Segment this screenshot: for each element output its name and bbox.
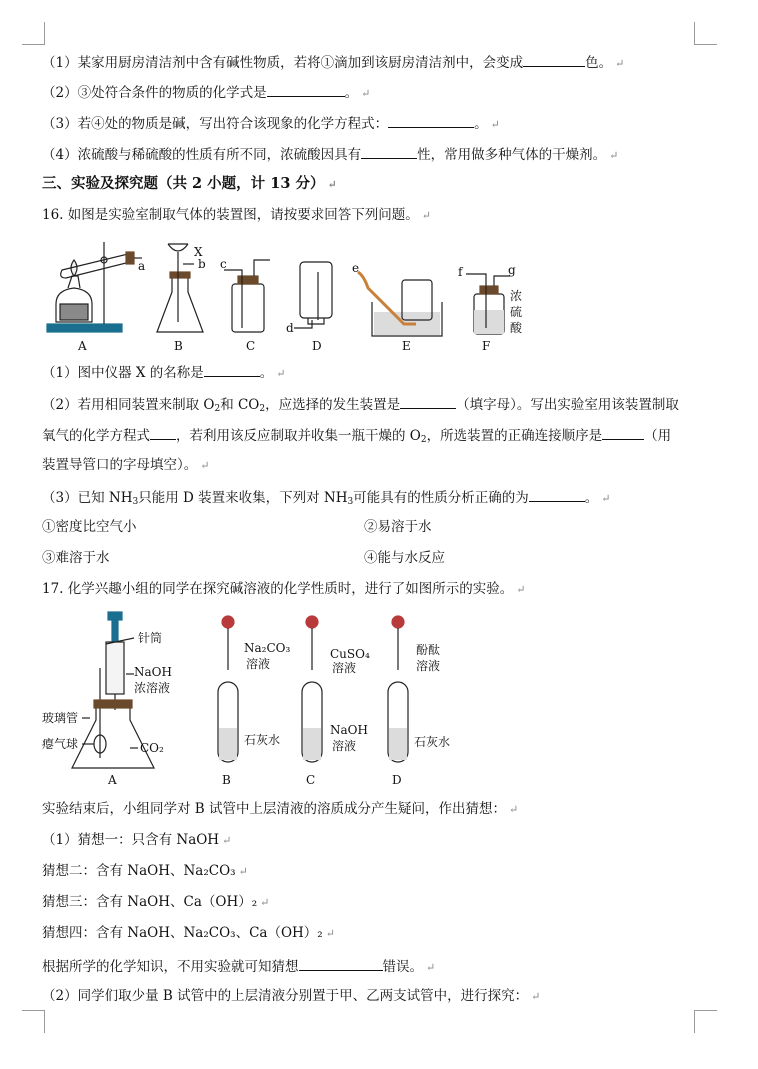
balloon-label: 瘪气球 [42, 737, 79, 751]
page-corner-mark [694, 22, 717, 45]
q15-item3: （3）若④处的物质是碱，写出符合该现象的化学方程式： 。 ↵ [42, 113, 718, 134]
answer-blank[interactable] [602, 425, 644, 440]
q17-experiment-figure [42, 608, 472, 788]
page-corner-mark [694, 1010, 717, 1033]
q16-item2-line3: 装置导管口的字母填空）。 ↵ [42, 457, 210, 473]
answer-blank[interactable] [388, 113, 474, 128]
apparatus-label-a: A [78, 339, 87, 353]
answer-blank[interactable] [361, 144, 417, 159]
port-label: c [220, 257, 227, 271]
syringe-label: 针筒 [138, 631, 163, 645]
answer-blank[interactable] [150, 425, 176, 440]
option: ②易溶于水 [364, 519, 432, 535]
page-corner-mark [22, 22, 45, 45]
apparatus-label-c: C [246, 339, 256, 353]
q17-conclude: 根据所学的化学知识，不用实验就可知猜想 错误。 ↵ [42, 956, 718, 977]
q15-item2: （2）③处符合条件的物质的化学式是 。 ↵ [42, 82, 718, 103]
co2-label: CO₂ [140, 741, 164, 755]
answer-blank[interactable] [523, 52, 585, 67]
q15-item1: （1）某家用厨房清洁剂中含有碱性物质，若将①滴加到该厨房清洁剂中，会变成 色。 ↵ [42, 52, 718, 73]
cuso4-label: CuSO₄ [330, 647, 370, 661]
q17-guess2: 猜想二：含有 NaOH、Na₂CO₃ ↵ [42, 863, 248, 879]
q17-after: 实验结束后，小组同学对 B 试管中上层清液的溶质成分产生疑问，作出猜想： ↵ [42, 801, 519, 817]
q16-options-row2 [42, 549, 718, 567]
solution-label: 溶液 [246, 657, 271, 671]
port-label: g [508, 263, 516, 277]
q16-item3: （3）已知 $NH_3$只能用 D 装置来收集，下列对 $NH_3$可能具有的性质分析正确的为 。 ↵ [42, 487, 718, 511]
page-corner-mark [22, 1010, 45, 1033]
solution-label: 溶液 [332, 661, 357, 675]
apparatus-label-d: D [312, 339, 322, 353]
phenol-solution-label: 溶液 [416, 659, 441, 673]
limewater-label: 石灰水 [414, 735, 451, 749]
experiment-label-c: C [306, 773, 316, 787]
answer-blank[interactable] [204, 362, 260, 377]
apparatus-label-f: F [482, 339, 491, 353]
q17-guess4: 猜想四：含有 NaOH、Na₂CO₃、Ca（OH）₂ ↵ [42, 925, 335, 941]
q17-item2: （2）同学们取少量 B 试管中的上层清液分别置于甲、乙两支试管中，进行探究： ↵ [42, 988, 541, 1004]
option: ④能与水反应 [364, 550, 445, 566]
acid-label: 浓 [510, 289, 523, 303]
port-label: e [352, 261, 360, 275]
glass-tube-label: 玻璃管 [42, 711, 79, 725]
naoh-solution-label: 溶液 [332, 739, 357, 753]
naoh-solution-label: NaOH [330, 723, 368, 737]
acid-label: 酸 [510, 321, 523, 335]
port-label: b [198, 257, 206, 271]
q16-item1: （1）图中仪器 X 的名称是 。 ↵ [42, 362, 718, 383]
port-label: f [458, 265, 463, 279]
q16-apparatus-figure [42, 232, 542, 356]
answer-blank[interactable] [400, 394, 456, 409]
section-heading: 三、实验及探究题（共 2 小题，计 13 分） ↵ [42, 175, 337, 192]
q15-item4: （4）浓硫酸与稀硫酸的性质有所不同，浓硫酸因具有 性，常用做多种气体的干燥剂。 ↵ [42, 144, 718, 165]
apparatus-label-e: E [402, 339, 411, 353]
q17-guess1: （1）猜想一：只含有 NaOH ↵ [42, 832, 232, 848]
port-label: X [194, 245, 203, 259]
na2co3-label: Na₂CO₃ [244, 641, 291, 655]
answer-blank[interactable] [529, 487, 585, 502]
experiment-label-a: A [108, 773, 117, 787]
q16-item2-line2: 氧气的化学方程式 ，若利用该反应制取并收集一瓶干燥的 $O_2$，所选装置的正确连接顺序是 （用 [42, 425, 718, 449]
answer-blank[interactable] [299, 956, 383, 971]
experiment-label-d: D [392, 773, 402, 787]
q16-options-row1 [42, 518, 718, 536]
acid-label: 硫 [510, 305, 523, 319]
apparatus-label-b: B [174, 339, 183, 353]
q17-guess3: 猜想三：含有 NaOH、Ca（OH）₂ ↵ [42, 894, 270, 910]
experiment-label-b: B [222, 773, 231, 787]
limewater-label: 石灰水 [244, 733, 281, 747]
q17-stem: 17. 化学兴趣小组的同学在探究碱溶液的化学性质时，进行了如图所示的实验。 ↵ [42, 581, 526, 597]
option: ①密度比空气小 [42, 519, 137, 535]
port-label: d [286, 321, 294, 335]
phenol-label: 酚酞 [416, 643, 441, 657]
option: ③难溶于水 [42, 550, 110, 566]
q16-stem: 16. 如图是实验室制取气体的装置图，请按要求回答下列问题。 ↵ [42, 207, 431, 223]
conc-label: 浓溶液 [134, 681, 171, 695]
q16-item2-line1: （2）若用相同装置来制取 $O_2$和 $CO_2$，应选择的发生装置是 （填字母）。写出实验室用该装置制取 [42, 394, 718, 418]
answer-blank[interactable] [267, 82, 345, 97]
port-label: a [138, 259, 146, 273]
naoh-label: NaOH [134, 665, 172, 679]
